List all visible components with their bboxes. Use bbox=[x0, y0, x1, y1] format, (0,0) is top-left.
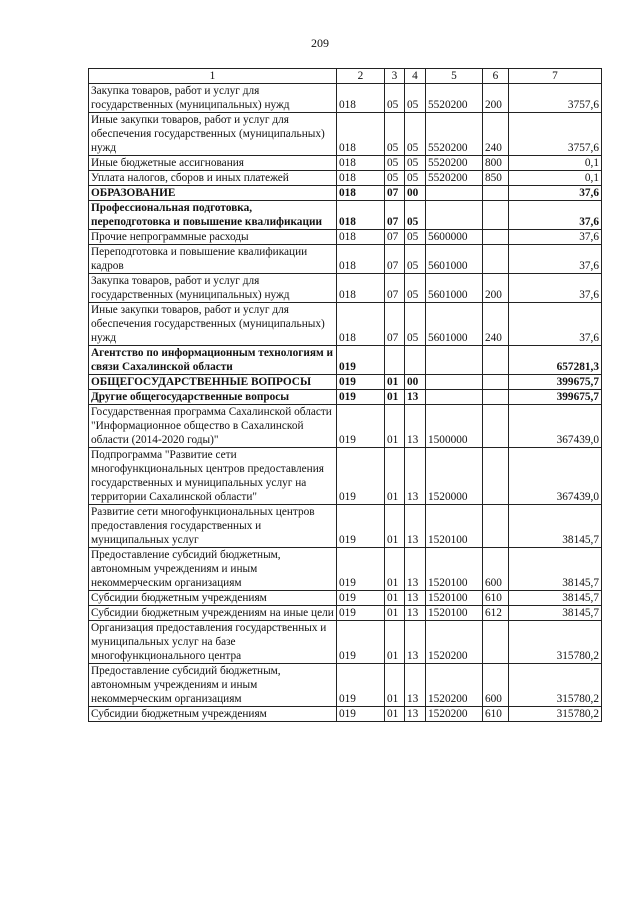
header-cell: 1 bbox=[89, 69, 337, 84]
subsection-cell: 13 bbox=[405, 405, 426, 448]
row-name-cell: ОБРАЗОВАНИЕ bbox=[89, 186, 337, 201]
row-name-cell: Субсидии бюджетным учреждениям на иные цели bbox=[89, 606, 337, 621]
row-name-cell: Субсидии бюджетным учреждениям bbox=[89, 707, 337, 722]
amount-cell: 37,6 bbox=[509, 201, 602, 230]
target-article-cell bbox=[426, 346, 483, 375]
section-cell: 01 bbox=[385, 664, 405, 707]
expense-type-cell bbox=[483, 405, 509, 448]
subsection-cell: 13 bbox=[405, 448, 426, 505]
expense-type-cell: 850 bbox=[483, 171, 509, 186]
table-row bbox=[89, 606, 602, 621]
row-name-cell: Организация предоставления государственных и муниципальных услуг на базе многофункционального центра bbox=[89, 621, 337, 664]
subsection-cell: 13 bbox=[405, 505, 426, 548]
target-article-cell: 5601000 bbox=[426, 303, 483, 346]
section-cell: 01 bbox=[385, 390, 405, 405]
amount-cell: 657281,3 bbox=[509, 346, 602, 375]
row-name-cell: Субсидии бюджетным учреждениям bbox=[89, 591, 337, 606]
table-row bbox=[89, 448, 602, 505]
header-cell: 4 bbox=[405, 69, 426, 84]
admin-code-cell: 018 bbox=[337, 245, 385, 274]
section-cell: 05 bbox=[385, 84, 405, 113]
expense-type-cell: 600 bbox=[483, 664, 509, 707]
admin-code-cell: 019 bbox=[337, 405, 385, 448]
section-cell: 07 bbox=[385, 245, 405, 274]
expense-type-cell: 800 bbox=[483, 156, 509, 171]
admin-code-cell: 019 bbox=[337, 606, 385, 621]
amount-cell: 38145,7 bbox=[509, 505, 602, 548]
subsection-cell: 05 bbox=[405, 274, 426, 303]
target-article-cell: 1520200 bbox=[426, 707, 483, 722]
table-row bbox=[89, 84, 602, 113]
expense-type-cell bbox=[483, 230, 509, 245]
expense-type-cell: 600 bbox=[483, 548, 509, 591]
header-cell: 2 bbox=[337, 69, 385, 84]
row-name-cell: Предоставление субсидий бюджетным, автономным учреждениям и иным некоммерческим организациям bbox=[89, 548, 337, 591]
row-name-cell: Уплата налогов, сборов и иных платежей bbox=[89, 171, 337, 186]
subsection-cell: 00 bbox=[405, 186, 426, 201]
expense-type-cell: 612 bbox=[483, 606, 509, 621]
subsection-cell: 13 bbox=[405, 664, 426, 707]
admin-code-cell: 018 bbox=[337, 171, 385, 186]
target-article-cell: 5600000 bbox=[426, 230, 483, 245]
subsection-cell: 05 bbox=[405, 230, 426, 245]
section-cell: 01 bbox=[385, 707, 405, 722]
expense-type-cell bbox=[483, 201, 509, 230]
section-cell bbox=[385, 346, 405, 375]
expense-type-cell: 610 bbox=[483, 707, 509, 722]
row-name-cell: Подпрограмма "Развитие сети многофункциональных центров предоставления государственных и муниципальных услуг на территории Сахалинской области" bbox=[89, 448, 337, 505]
header-cell: 5 bbox=[426, 69, 483, 84]
subsection-cell: 13 bbox=[405, 707, 426, 722]
table-row bbox=[89, 707, 602, 722]
subsection-cell: 05 bbox=[405, 113, 426, 156]
section-cell: 01 bbox=[385, 548, 405, 591]
table-row bbox=[89, 346, 602, 375]
expense-type-cell: 200 bbox=[483, 274, 509, 303]
row-name-cell: Прочие непрограммные расходы bbox=[89, 230, 337, 245]
subsection-cell bbox=[405, 346, 426, 375]
target-article-cell bbox=[426, 375, 483, 390]
table-row bbox=[89, 405, 602, 448]
expense-type-cell: 240 bbox=[483, 303, 509, 346]
subsection-cell: 00 bbox=[405, 375, 426, 390]
table-row bbox=[89, 113, 602, 156]
amount-cell: 367439,0 bbox=[509, 448, 602, 505]
amount-cell: 3757,6 bbox=[509, 84, 602, 113]
section-cell: 05 bbox=[385, 113, 405, 156]
section-cell: 07 bbox=[385, 303, 405, 346]
section-cell: 05 bbox=[385, 156, 405, 171]
row-name-cell: Государственная программа Сахалинской области "Информационное общество в Сахалинской области (2014-2020 годы)" bbox=[89, 405, 337, 448]
amount-cell: 399675,7 bbox=[509, 375, 602, 390]
table-row bbox=[89, 245, 602, 274]
row-name-cell: Предоставление субсидий бюджетным, автономным учреждениям и иным некоммерческим организациям bbox=[89, 664, 337, 707]
target-article-cell: 1520100 bbox=[426, 548, 483, 591]
section-cell: 01 bbox=[385, 606, 405, 621]
amount-cell: 37,6 bbox=[509, 230, 602, 245]
expense-type-cell bbox=[483, 505, 509, 548]
expense-type-cell bbox=[483, 186, 509, 201]
budget-table-body bbox=[89, 69, 602, 722]
table-row bbox=[89, 201, 602, 230]
subsection-cell: 13 bbox=[405, 606, 426, 621]
row-name-cell: Агентство по информационным технологиям и связи Сахалинской области bbox=[89, 346, 337, 375]
admin-code-cell: 019 bbox=[337, 448, 385, 505]
admin-code-cell: 018 bbox=[337, 303, 385, 346]
target-article-cell: 5520200 bbox=[426, 171, 483, 186]
table-row bbox=[89, 186, 602, 201]
table-row bbox=[89, 171, 602, 186]
table-row bbox=[89, 548, 602, 591]
admin-code-cell: 018 bbox=[337, 84, 385, 113]
section-cell: 01 bbox=[385, 375, 405, 390]
admin-code-cell: 018 bbox=[337, 186, 385, 201]
row-name-cell: Профессиональная подготовка, переподготовка и повышение квалификации bbox=[89, 201, 337, 230]
section-cell: 07 bbox=[385, 201, 405, 230]
subsection-cell: 05 bbox=[405, 201, 426, 230]
admin-code-cell: 019 bbox=[337, 390, 385, 405]
table-row bbox=[89, 303, 602, 346]
admin-code-cell: 019 bbox=[337, 621, 385, 664]
target-article-cell: 5601000 bbox=[426, 245, 483, 274]
row-name-cell: Закупка товаров, работ и услуг для государственных (муниципальных) нужд bbox=[89, 84, 337, 113]
subsection-cell: 05 bbox=[405, 156, 426, 171]
amount-cell: 38145,7 bbox=[509, 591, 602, 606]
target-article-cell: 1520200 bbox=[426, 664, 483, 707]
header-cell: 7 bbox=[509, 69, 602, 84]
expense-type-cell bbox=[483, 375, 509, 390]
subsection-cell: 05 bbox=[405, 245, 426, 274]
admin-code-cell: 018 bbox=[337, 201, 385, 230]
amount-cell: 37,6 bbox=[509, 274, 602, 303]
target-article-cell bbox=[426, 186, 483, 201]
admin-code-cell: 018 bbox=[337, 230, 385, 245]
target-article-cell: 5520200 bbox=[426, 113, 483, 156]
header-cell: 6 bbox=[483, 69, 509, 84]
table-row bbox=[89, 505, 602, 548]
amount-cell: 37,6 bbox=[509, 186, 602, 201]
section-cell: 05 bbox=[385, 171, 405, 186]
expense-type-cell: 610 bbox=[483, 591, 509, 606]
amount-cell: 37,6 bbox=[509, 245, 602, 274]
table-row bbox=[89, 230, 602, 245]
target-article-cell bbox=[426, 201, 483, 230]
table-row bbox=[89, 156, 602, 171]
subsection-cell: 05 bbox=[405, 303, 426, 346]
target-article-cell: 5520200 bbox=[426, 156, 483, 171]
table-row bbox=[89, 375, 602, 390]
header-cell: 3 bbox=[385, 69, 405, 84]
table-row bbox=[89, 390, 602, 405]
expense-type-cell bbox=[483, 390, 509, 405]
row-name-cell: Иные бюджетные ассигнования bbox=[89, 156, 337, 171]
expense-type-cell: 200 bbox=[483, 84, 509, 113]
section-cell: 01 bbox=[385, 405, 405, 448]
target-article-cell bbox=[426, 390, 483, 405]
row-name-cell: Закупка товаров, работ и услуг для государственных (муниципальных) нужд bbox=[89, 274, 337, 303]
admin-code-cell: 019 bbox=[337, 346, 385, 375]
expense-type-cell bbox=[483, 245, 509, 274]
row-name-cell: Иные закупки товаров, работ и услуг для обеспечения государственных (муниципальных) нужд bbox=[89, 303, 337, 346]
section-cell: 01 bbox=[385, 621, 405, 664]
table-row bbox=[89, 664, 602, 707]
target-article-cell: 5520200 bbox=[426, 84, 483, 113]
page-number: 209 bbox=[311, 36, 329, 50]
subsection-cell: 05 bbox=[405, 84, 426, 113]
admin-code-cell: 019 bbox=[337, 548, 385, 591]
table-row bbox=[89, 591, 602, 606]
table-row bbox=[89, 621, 602, 664]
admin-code-cell: 019 bbox=[337, 505, 385, 548]
target-article-cell: 1520100 bbox=[426, 505, 483, 548]
section-cell: 01 bbox=[385, 448, 405, 505]
section-cell: 07 bbox=[385, 274, 405, 303]
target-article-cell: 1520000 bbox=[426, 448, 483, 505]
row-name-cell: Иные закупки товаров, работ и услуг для обеспечения государственных (муниципальных) нужд bbox=[89, 113, 337, 156]
admin-code-cell: 019 bbox=[337, 664, 385, 707]
amount-cell: 3757,6 bbox=[509, 113, 602, 156]
header-row bbox=[89, 69, 602, 84]
admin-code-cell: 018 bbox=[337, 156, 385, 171]
amount-cell: 315780,2 bbox=[509, 664, 602, 707]
subsection-cell: 13 bbox=[405, 621, 426, 664]
row-name-cell: Переподготовка и повышение квалификации кадров bbox=[89, 245, 337, 274]
admin-code-cell: 019 bbox=[337, 707, 385, 722]
subsection-cell: 05 bbox=[405, 171, 426, 186]
table-row bbox=[89, 274, 602, 303]
section-cell: 01 bbox=[385, 591, 405, 606]
section-cell: 07 bbox=[385, 230, 405, 245]
amount-cell: 38145,7 bbox=[509, 548, 602, 591]
amount-cell: 0,1 bbox=[509, 171, 602, 186]
amount-cell: 38145,7 bbox=[509, 606, 602, 621]
expense-type-cell bbox=[483, 621, 509, 664]
amount-cell: 315780,2 bbox=[509, 621, 602, 664]
subsection-cell: 13 bbox=[405, 548, 426, 591]
target-article-cell: 1520100 bbox=[426, 591, 483, 606]
target-article-cell: 5601000 bbox=[426, 274, 483, 303]
admin-code-cell: 018 bbox=[337, 274, 385, 303]
amount-cell: 367439,0 bbox=[509, 405, 602, 448]
amount-cell: 0,1 bbox=[509, 156, 602, 171]
row-name-cell: ОБЩЕГОСУДАРСТВЕННЫЕ ВОПРОСЫ bbox=[89, 375, 337, 390]
target-article-cell: 1500000 bbox=[426, 405, 483, 448]
admin-code-cell: 019 bbox=[337, 591, 385, 606]
amount-cell: 315780,2 bbox=[509, 707, 602, 722]
row-name-cell: Развитие сети многофункциональных центров предоставления государственных и муниципальных услуг bbox=[89, 505, 337, 548]
subsection-cell: 13 bbox=[405, 591, 426, 606]
target-article-cell: 1520100 bbox=[426, 606, 483, 621]
admin-code-cell: 018 bbox=[337, 113, 385, 156]
expense-type-cell bbox=[483, 346, 509, 375]
budget-table bbox=[88, 68, 602, 722]
subsection-cell: 13 bbox=[405, 390, 426, 405]
amount-cell: 399675,7 bbox=[509, 390, 602, 405]
section-cell: 01 bbox=[385, 505, 405, 548]
expense-type-cell bbox=[483, 448, 509, 505]
target-article-cell: 1520200 bbox=[426, 621, 483, 664]
expense-type-cell: 240 bbox=[483, 113, 509, 156]
admin-code-cell: 019 bbox=[337, 375, 385, 390]
amount-cell: 37,6 bbox=[509, 303, 602, 346]
section-cell: 07 bbox=[385, 186, 405, 201]
row-name-cell: Другие общегосударственные вопросы bbox=[89, 390, 337, 405]
